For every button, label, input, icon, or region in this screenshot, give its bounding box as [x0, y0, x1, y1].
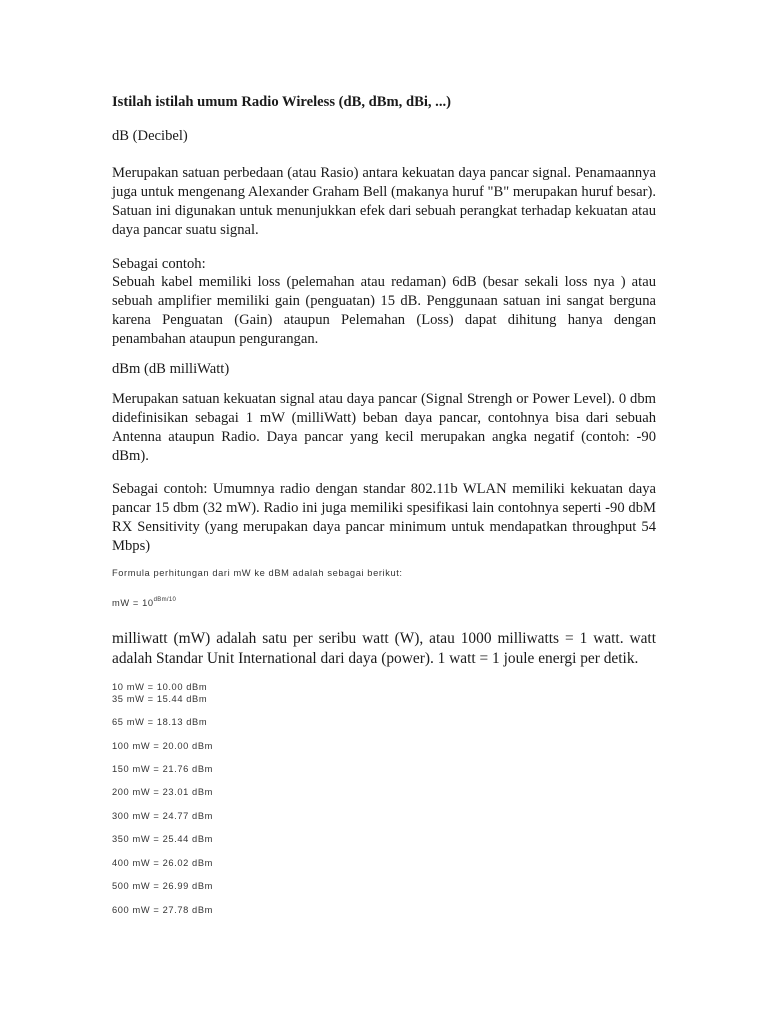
list-item: 100 mW = 20.00 dBm — [112, 741, 213, 751]
example-paragraph: Sebuah kabel memiliki loss (pelemahan atau redaman) 6dB (besar sekali loss nya ) atau sebuah amplifier memiliki gain (penguatan) 15 dB. Penggunaan satuan ini sangat berguna karena Penguatan (Gain) ataupun Pelemahan (Loss) dapat dihitung hanya dengan penambahan ataupun pengurangan. — [112, 274, 656, 347]
list-item: 300 mW = 24.77 dBm — [112, 811, 213, 821]
formula-exponent: dBm/10 — [153, 597, 177, 603]
list-item: 35 mW = 15.44 dBm — [112, 694, 208, 704]
list-item: 150 mW = 21.76 dBm — [112, 764, 213, 774]
formula-intro: Formula perhitungan dari mW ke dBM adalah sebagai berikut: — [112, 568, 403, 578]
document-title: Istilah istilah umum Radio Wireless (dB, dBm, dBi, ...) — [112, 94, 451, 110]
list-item: 400 mW = 26.02 dBm — [112, 858, 213, 868]
db-paragraph: Merupakan satuan perbedaan (atau Rasio) antara kekuatan daya pancar signal. Penamaannya juga untuk mengenang Alexander Graham Bell (makanya huruf "B" merupakan huruf besar). Satuan ini digunakan untuk menunjukkan efek dari sebuah perangkat terhadap kekuatan atau daya pancar suatu signal. — [112, 165, 656, 238]
dbm-heading: dBm (dB milliWatt) — [112, 361, 230, 377]
list-item: 65 mW = 18.13 dBm — [112, 717, 208, 727]
list-item: 200 mW = 23.01 dBm — [112, 787, 213, 797]
dbm-paragraph: Merupakan satuan kekuatan signal atau daya pancar (Signal Strengh or Power Level). 0 dbm didefinisikan sebagai 1 mW (milliWatt) beban daya pancar, contohnya bisa dari sebuah Antenna ataupun Radio. Daya pancar yang kecil merupakan angka negatif (contoh: -90 dBm). — [112, 391, 656, 464]
formula — [112, 598, 176, 608]
milliwatt-paragraph: milliwatt (mW) adalah satu per seribu watt (W), atau 1000 milliwatts = 1 watt. watt adalah Standar Unit International dari daya (power). 1 watt = 1 joule energi per detik. — [112, 630, 656, 667]
formula-base: mW = 10 — [112, 598, 154, 609]
dbm-example-paragraph: Sebagai contoh: Umumnya radio dengan standar 802.11b WLAN memiliki kekuatan daya pancar 15 dbm (32 mW). Radio ini juga memiliki spesifikasi lain contohnya seperti -90 dbM RX Sensitivity (yang merupakan daya pancar minimum untuk mendapatkan throughput 54 Mbps) — [112, 481, 656, 554]
list-item: 600 mW = 27.78 dBm — [112, 905, 213, 915]
list-item: 10 mW = 10.00 dBm — [112, 682, 208, 692]
list-item: 500 mW = 26.99 dBm — [112, 881, 213, 891]
list-item: 350 mW = 25.44 dBm — [112, 834, 213, 844]
db-heading: dB (Decibel) — [112, 128, 188, 144]
example-label: Sebagai contoh: — [112, 256, 206, 272]
